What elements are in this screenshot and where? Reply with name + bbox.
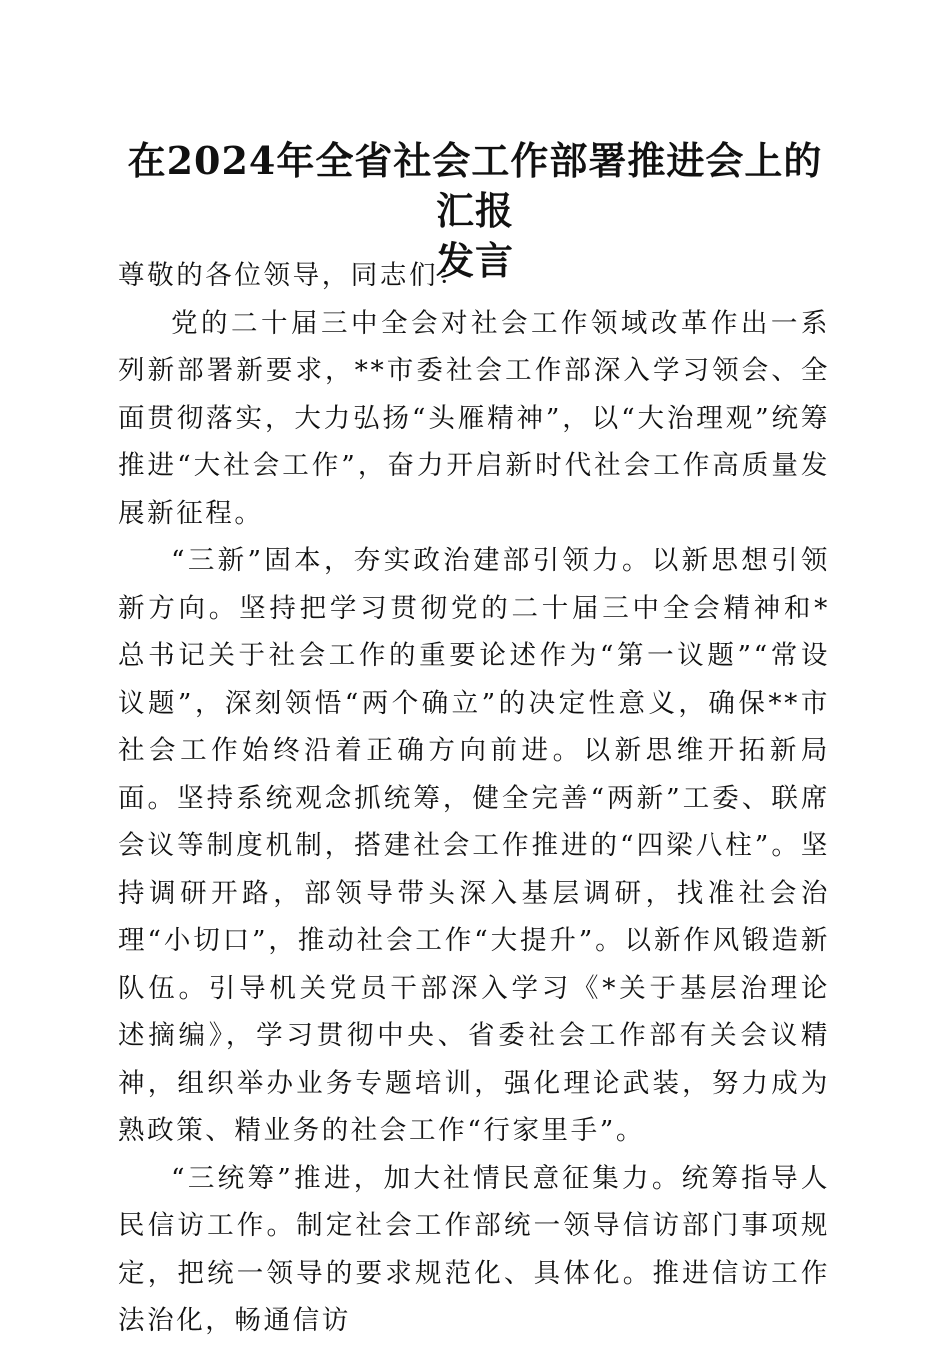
paragraph-intro: 党的二十届三中全会对社会工作领域改革作出一系列新部署新要求，**市委社会工作部深入学习领会、全面贯彻落实，大力弘扬“头雁精神”，以“大治理观”统筹推进“大社会工作”，奋力开启新时代社会工作高质量发展新征程。 bbox=[118, 307, 830, 529]
paragraph-three-coordination: “三统筹”推进，加大社情民意征集力。统筹指导人民信访工作。制定社会工作部统一领导信访部门事项规定，把统一领导的要求规范化、具体化。推进信访工作法治化，畅通信访 bbox=[118, 1162, 830, 1336]
paragraph-three-new: “三新”固本，夯实政治建部引领力。以新思想引领新方向。坚持把学习贯彻党的二十届三中全会精神和*总书记关于社会工作的重要论述作为“第一议题”“常设议题”，深刻领悟“两个确立”的决定性意义，确保**市社会工作始终沿着正确方向前进。以新思维开拓新局面。坚持系统观念抓统筹，健全完善“两新”工委、联席会议等制度机制，搭建社会工作推进的“四梁八柱”。坚持调研开路，部领导带头深入基层调研，找准社会治理“小切口”，推动社会工作“大提升”。以新作风锻造新队伍。引导机关党员干部深入学习《*关于基层治理论述摘编》，学习贯彻中央、省委社会工作部有关会议精神，组织举办业务专题培训，强化理论武装，努力成为熟政策、精业务的社会工作“行家里手”。 bbox=[118, 545, 830, 1146]
title-line-2: 发言 bbox=[435, 238, 514, 283]
salutation: 尊敬的各位领导，同志们： bbox=[118, 260, 468, 291]
document-body bbox=[118, 252, 830, 1345]
title-line-1: 在2024年全省社会工作部署推进会上的汇报 bbox=[127, 138, 823, 233]
